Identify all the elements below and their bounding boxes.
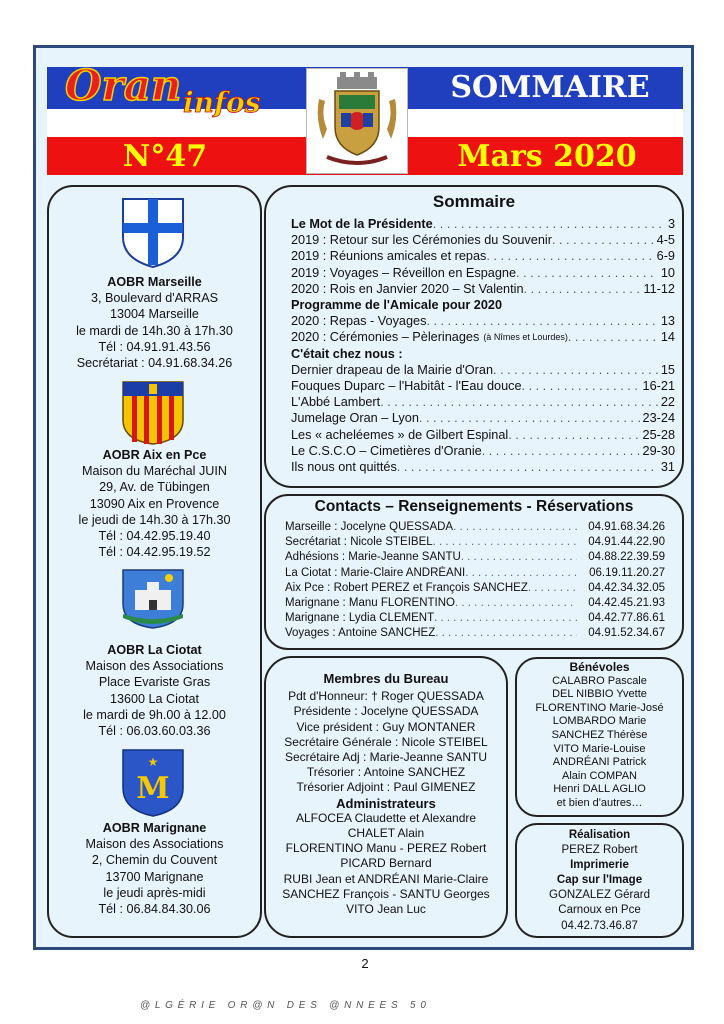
toc-leader-dots	[426, 313, 657, 329]
toc-label: 2019 : Voyages – Réveillon en Espagne	[291, 265, 517, 280]
toc-row	[291, 410, 675, 426]
contact-label: Adhésions : Marie-Jeanne SANTU	[285, 551, 461, 564]
toc-label: C'était chez nous :	[291, 346, 403, 361]
toc-label: 2020 : Repas - Voyages	[291, 314, 427, 329]
aobr-aix-line: Tél : 04.42.95.19.40	[98, 529, 211, 544]
contact-phone: 04.42.45.21.93	[588, 597, 665, 610]
cap-sur-image: Cap sur l'Image	[556, 874, 643, 887]
contact-phone: 04.91.44.22.90	[588, 536, 665, 549]
realisation-gonzalez: GONZALEZ Gérard	[549, 889, 650, 902]
contact-label: Voyages : Antoine SANCHEZ	[285, 627, 436, 640]
aobr-aix	[47, 447, 262, 560]
aobr-marignane-line: 2, Chemin du Couvent	[91, 853, 218, 868]
toc-row	[291, 346, 675, 362]
benevole-line: VITO Marie-Louise	[553, 742, 646, 755]
administrateurs-title: Administrateurs	[336, 795, 436, 811]
toc-row	[291, 313, 675, 329]
toc-row	[291, 232, 675, 248]
aobr-aix-title: AOBR Aix en Pce	[102, 448, 207, 462]
aobr-aix-line: le jeudi de 14h.30 à 17h.30	[78, 512, 231, 527]
aobr-ciotat-title: AOBR La Ciotat	[107, 643, 202, 657]
contact-label: Aix Pce : Robert PEREZ et François SANCHEZ	[285, 581, 528, 594]
toc-leader-dots	[419, 410, 640, 426]
toc-leader-dots	[493, 362, 658, 378]
toc-leader-dots	[482, 443, 640, 459]
contact-row	[285, 596, 665, 611]
aobr-ciotat-line: 13600 La Ciotat	[110, 691, 199, 706]
marignane-shield-icon	[121, 748, 185, 818]
header-sommaire-title: SOMMAIRE	[450, 70, 650, 105]
contact-phone: 04.42.77.86.61	[588, 612, 665, 625]
realisation-name: PEREZ Robert	[561, 844, 638, 857]
benevole-line: SANCHEZ Thérèse	[551, 728, 648, 741]
benevoles-section	[515, 661, 684, 811]
benevole-line: Henri DALL AGLIO	[553, 783, 646, 796]
table-of-contents	[291, 216, 675, 475]
contact-row	[285, 566, 665, 581]
administrateur-line: ALFOCEA Claudette et Alexandre	[295, 810, 477, 825]
toc-label: Le Mot de la Présidente	[291, 217, 433, 231]
benevole-line: Alain COMPAN	[562, 769, 637, 782]
svg-text:Oran: Oran	[65, 62, 182, 110]
toc-row	[291, 378, 675, 394]
realisation-carnoux: Carnoux en Pce	[558, 904, 641, 917]
toc-page: 15	[660, 362, 675, 377]
membre-line: Secrétaire Générale : Nicole STEIBEL	[284, 734, 488, 749]
aobr-marignane-line: 13700 Marignane	[105, 869, 204, 884]
aobr-ciotat-line: Maison des Associations	[85, 659, 224, 674]
benevole-line: ANDRÉANI Patrick	[552, 756, 647, 769]
administrateur-line: CHALET Alain	[347, 826, 425, 841]
contact-label: Marignane : Lydia CLEMENT	[285, 612, 435, 625]
toc-page: 23-24	[642, 411, 675, 426]
toc-page: 4-5	[656, 233, 675, 248]
imprimerie-title: Imprimerie	[570, 859, 629, 872]
aobr-marignane	[47, 820, 262, 917]
aobr-aix-line: 29, Av. de Tübingen	[99, 480, 210, 495]
aobr-marignane-title: AOBR Marignane	[102, 821, 207, 835]
toc-row	[291, 427, 675, 443]
benevole-line: FLORENTINO Marie-José	[535, 701, 664, 714]
toc-page: 11-12	[643, 281, 675, 296]
administrateurs-list	[264, 811, 508, 917]
administrateur-line: FLORENTINO Manu - PEREZ Robert	[285, 841, 487, 856]
svg-text:infos: infos	[183, 86, 261, 119]
toc-page: 10	[660, 265, 675, 280]
contact-phone: 04.42.34.32.05	[588, 581, 665, 594]
contact-row	[285, 581, 665, 596]
contact-row	[285, 626, 665, 641]
aobr-aix-line: Tél : 04.42.95.19.52	[98, 545, 211, 560]
toc-label: Les « acheléemes » de Gilbert Espinal	[291, 427, 509, 442]
contacts-title: Contacts – Renseignements - Réservations	[314, 498, 634, 515]
toc-label: 2019 : Retour sur les Cérémonies du Souvenir	[291, 233, 552, 248]
toc-label: Programme de l'Amicale pour 2020	[291, 298, 503, 313]
toc-row	[291, 248, 675, 264]
toc-page: 3	[667, 217, 675, 231]
footer-text: @ L G É R I E O R @ N D E S @ N N E E S 5 0	[140, 1000, 427, 1011]
toc-label: Fouques Duparc – l'Habitât - l'Eau douce	[291, 379, 522, 394]
toc-row	[291, 329, 675, 345]
administrateur-line: RUBI Jean et ANDRÉANI Marie-Claire	[283, 871, 489, 886]
issue-number: N°47	[122, 139, 208, 174]
sommaire-title: Sommaire	[432, 192, 516, 211]
membre-line: Vice président : Guy MONTANER	[296, 719, 476, 734]
aobr-aix-line: Maison du Maréchal JUIN	[82, 464, 227, 479]
contact-leader-dots	[433, 535, 577, 550]
toc-page: 14	[660, 330, 675, 345]
contact-leader-dots	[528, 581, 577, 596]
benevole-line: DEL NIBBIO Yvette	[552, 688, 647, 701]
contact-label: La Ciotat : Marie-Claire ANDRÉANI	[285, 566, 466, 579]
contact-leader-dots	[455, 596, 577, 611]
toc-row	[291, 362, 675, 378]
membre-line: Secrétaire Adj : Marie-Jeanne SANTU	[284, 750, 488, 765]
contact-label: Marignane : Manu FLORENTINO	[285, 597, 456, 610]
aobr-marignane-line: Tél : 06.84.84.30.06	[98, 902, 211, 917]
contact-label: Marseille : Jocelyne QUESSADA	[285, 521, 454, 533]
contact-leader-dots	[461, 550, 577, 565]
membre-line: Présidente : Jocelyne QUESSADA	[293, 704, 479, 719]
marignane-shield-letter: M	[136, 771, 170, 806]
administrateur-line: PICARD Bernard	[340, 856, 432, 871]
realisation-section	[515, 828, 684, 934]
contact-row	[285, 535, 665, 550]
toc-row	[291, 216, 675, 232]
toc-page: 31	[660, 460, 675, 475]
contact-leader-dots	[465, 566, 577, 581]
benevoles-list	[515, 675, 684, 811]
aobr-marseille-line: Secrétariat : 04.91.68.34.26	[76, 356, 233, 371]
administrateur-line: VITO Jean Luc	[346, 902, 426, 917]
issue-date: Mars 2020	[457, 139, 637, 174]
contacts-list	[285, 520, 665, 642]
aobr-marseille-line: le mardi de 14h.30 à 17h.30	[76, 323, 233, 338]
aobr-ciotat-line: Tél : 06.03.60.03.36	[98, 724, 211, 739]
contact-row	[285, 520, 665, 535]
aobr-ciotat-line: le mardi de 9h.00 à 12.00	[83, 707, 226, 722]
page-number: 2	[361, 956, 369, 971]
toc-leader-dots	[516, 265, 658, 281]
membres-list	[264, 689, 508, 795]
toc-page: 29-30	[642, 443, 675, 458]
toc-page: 6-9	[656, 249, 675, 264]
realisation-tel: 04.42.73.46.87	[561, 919, 638, 932]
aobr-aix-line: 13090 Aix en Provence	[89, 496, 220, 511]
aobr-marseille-title: AOBR Marseille	[107, 275, 202, 289]
aix-shield-icon	[121, 380, 185, 446]
membre-line: Trésorier : Antoine SANCHEZ	[306, 765, 466, 780]
toc-page: 22	[660, 395, 675, 410]
oranie-infos-logo	[63, 62, 293, 122]
toc-leader-dots	[486, 248, 653, 264]
contact-label: Secrétariat : Nicole STEIBEL	[285, 536, 433, 549]
benevole-line: CALABRO Pascale	[552, 674, 647, 687]
toc-label: 2020 : Rois en Janvier 2020 – St Valentin	[291, 281, 524, 296]
contact-phone: 04.88.22.39.59	[588, 551, 665, 564]
contact-leader-dots	[453, 520, 577, 535]
toc-label: Dernier drapeau de la Mairie d'Oran	[291, 362, 494, 377]
toc-page: 13	[660, 314, 675, 329]
toc-page: 25-28	[642, 427, 675, 442]
administrateur-line: SANCHEZ François - SANTU Georges	[282, 886, 490, 901]
toc-leader-dots	[568, 329, 658, 345]
marseille-shield-icon	[121, 197, 185, 269]
aobr-marseille-line: 3, Boulevard d'ARRAS	[90, 291, 218, 306]
benevole-line: et bien d'autres…	[556, 796, 643, 809]
contact-row	[285, 611, 665, 626]
toc-row	[291, 281, 675, 297]
aobr-ciotat	[47, 642, 262, 739]
contact-phone: 04.91.52.34.67	[588, 627, 665, 640]
membre-line: Pdt d'Honneur: † Roger QUESSADA	[288, 689, 484, 704]
realisation-title: Réalisation	[568, 829, 631, 841]
membres-section	[264, 671, 508, 917]
aobr-marignane-line: le jeudi après-midi	[103, 885, 206, 900]
toc-label: L'Abbé Lambert	[291, 395, 381, 410]
toc-label: 2019 : Réunions amicales et repas	[291, 249, 487, 264]
toc-row	[291, 459, 675, 475]
oran-coat-of-arms	[306, 68, 408, 174]
toc-leader-dots	[508, 427, 639, 443]
toc-leader-dots	[524, 281, 641, 297]
toc-leader-dots	[397, 459, 658, 475]
toc-label: Le C.S.C.O – Cimetières d'Oranie	[291, 443, 482, 458]
contact-leader-dots	[435, 626, 577, 641]
toc-leader-dots	[522, 378, 640, 394]
aobr-marseille-line: 13004 Marseille	[110, 307, 199, 322]
toc-note: (à Nîmes et Lourdes)	[483, 332, 568, 343]
toc-row	[291, 443, 675, 459]
toc-label: 2020 : Cérémonies – Pèlerinages	[291, 330, 480, 345]
toc-row	[291, 394, 675, 410]
contact-phone: 06.19.11.20.27	[589, 566, 665, 579]
toc-leader-dots	[380, 394, 658, 410]
toc-page: 16-21	[642, 379, 675, 394]
contact-phone: 04.91.68.34.26	[588, 521, 665, 533]
aobr-marseille	[47, 274, 262, 371]
svg-text:★: ★	[147, 755, 159, 769]
toc-label: Jumelage Oran – Lyon	[291, 411, 419, 426]
membre-line: Trésorier Adjoint : Paul GIMENEZ	[296, 780, 476, 795]
contact-row	[285, 550, 665, 565]
contact-leader-dots	[434, 611, 577, 626]
toc-leader-dots	[433, 216, 665, 232]
membres-title: Membres du Bureau	[323, 671, 449, 686]
toc-row	[291, 297, 675, 313]
toc-label: Ils nous ont quittés	[291, 460, 397, 475]
la-ciotat-shield-icon	[121, 568, 185, 630]
aobr-ciotat-line: Place Evariste Gras	[98, 675, 211, 690]
aobr-marignane-line: Maison des Associations	[85, 837, 224, 852]
aobr-marseille-line: Tél : 04.91.91.43.56	[98, 339, 211, 354]
benevole-line: LOMBARDO Marie	[552, 715, 647, 728]
toc-row	[291, 265, 675, 281]
benevoles-title: Bénévoles	[569, 660, 630, 674]
toc-leader-dots	[552, 232, 654, 248]
